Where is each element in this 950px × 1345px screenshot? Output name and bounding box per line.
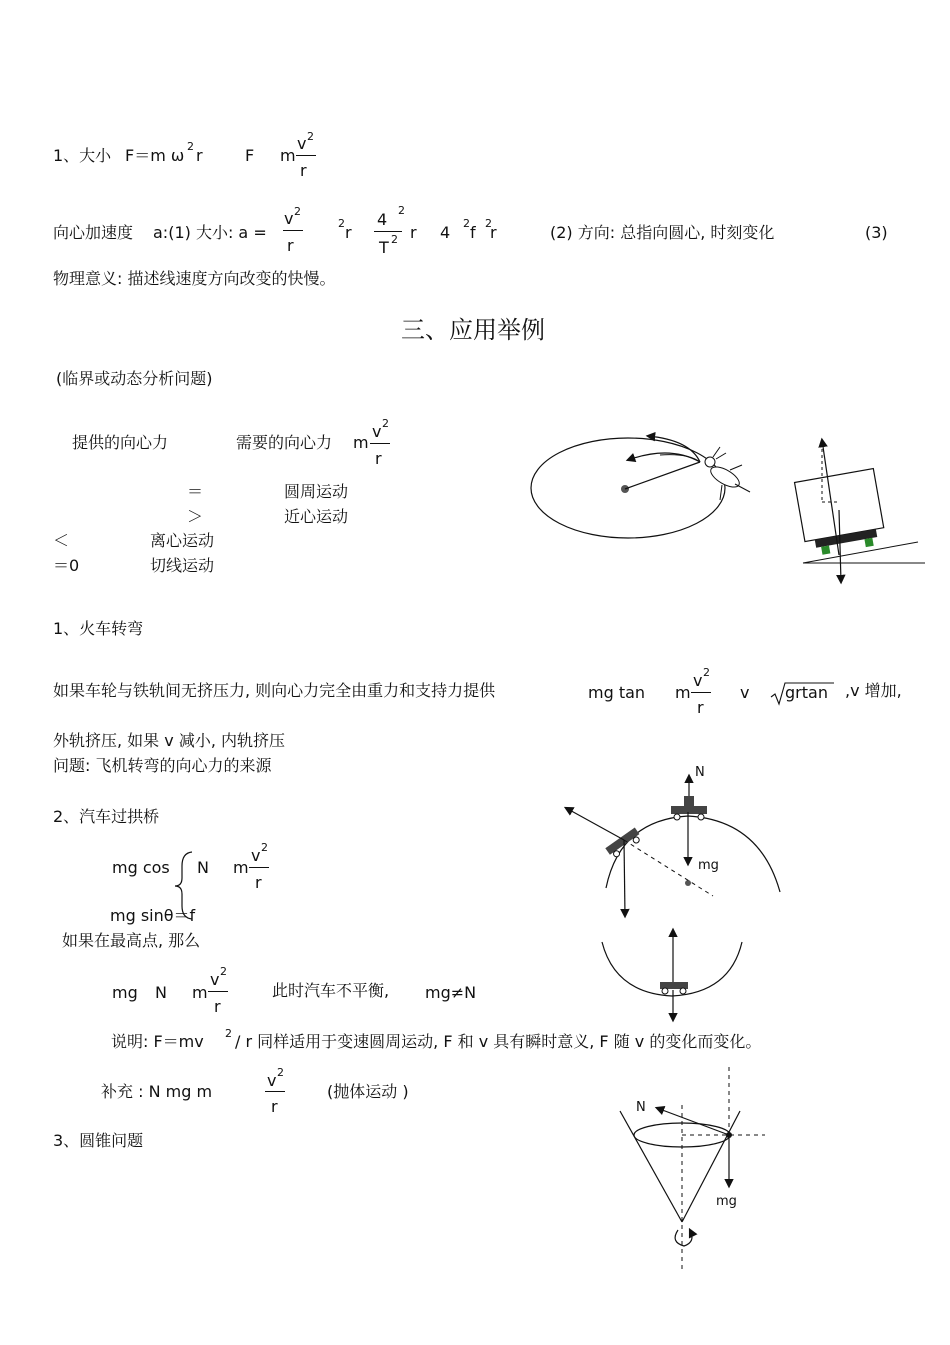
- mg-cos: mg cos: [112, 858, 170, 877]
- physical-meaning: 物理意义: 描述线速度方向改变的快慢。: [53, 269, 336, 288]
- train-bank-diagram: [795, 440, 925, 582]
- sqrt-content: grtan: [785, 683, 828, 702]
- radius-symbol: r: [196, 146, 203, 165]
- bridge-diagram: [566, 776, 780, 1020]
- train-paragraph: 如果车轮与铁轨间无挤压力, 则向心力完全由重力和支持力提供: [53, 681, 496, 700]
- velocity-symbol: v: [740, 683, 750, 702]
- mass-symbol: m: [280, 146, 296, 165]
- needed-force-label: 需要的向心力: [236, 433, 333, 452]
- cone-title: 3、圆锥问题: [53, 1131, 144, 1150]
- mg-not-equal-n: mg≠N: [425, 983, 477, 1002]
- mass-symbol: m: [233, 858, 249, 877]
- mg: mg: [112, 983, 138, 1002]
- relation-centrifugal: 离心运动: [150, 531, 215, 550]
- superscript: 2: [187, 140, 194, 153]
- velocity-numerator: v: [267, 1071, 277, 1090]
- radius-denominator: r: [375, 449, 382, 468]
- top-point-text: 如果在最高点, 那么: [62, 931, 201, 950]
- velocity-numerator: v: [251, 846, 261, 865]
- radius-denominator: r: [300, 161, 307, 180]
- superscript: 2: [220, 965, 227, 978]
- mass-symbol: m: [192, 983, 208, 1002]
- note-text: / r 同样适用于变速圆周运动, F 和 v 具有瞬时意义, F 随 v 的变化而变化。: [235, 1032, 762, 1051]
- radius-denominator: r: [271, 1097, 278, 1116]
- normal-symbol: N: [155, 983, 167, 1002]
- provided-force-label: 提供的向心力: [72, 433, 169, 452]
- radius-denominator: r: [214, 997, 221, 1016]
- brace-symbol: [175, 852, 192, 919]
- relation-symbol-greater: ＞: [187, 507, 204, 526]
- bridge-title: 2、汽车过拱桥: [53, 807, 160, 826]
- radius-symbol: r: [410, 223, 417, 242]
- superscript: 2: [485, 217, 492, 230]
- superscript: 2: [703, 666, 710, 679]
- frequency-symbol: f: [470, 223, 476, 242]
- superscript: 2: [463, 217, 470, 230]
- superscript: 2: [261, 841, 268, 854]
- mg-tan: mg tan: [588, 683, 646, 702]
- radius-symbol: r: [345, 223, 352, 242]
- mg-sin: mg sinθ＝f: [110, 906, 196, 925]
- velocity-numerator: v: [297, 134, 307, 153]
- relation-circular: 圆周运动: [284, 482, 349, 501]
- section-heading: 三、应用举例: [401, 316, 545, 344]
- relation-symbol-zero: ＝0: [53, 556, 80, 575]
- projectile-note: (抛体运动 ): [327, 1082, 409, 1101]
- size-label: 1、大小: [53, 146, 112, 165]
- relation-symbol-less: ＜: [53, 531, 70, 550]
- section-subtitle: (临界或动态分析问题): [56, 369, 213, 388]
- velocity-numerator: v: [372, 422, 382, 441]
- formula-m-omega: F＝m ω: [125, 146, 185, 165]
- item-three: (3): [865, 223, 888, 242]
- superscript: 2: [225, 1027, 232, 1040]
- superscript: 2: [391, 233, 398, 246]
- velocity-numerator: v: [693, 671, 703, 690]
- cone-diagram-mg-label: mg: [716, 1194, 737, 1209]
- four: 4: [440, 223, 451, 242]
- train-paragraph-2: 外轨挤压, 如果 v 减小, 内轨挤压: [53, 731, 285, 750]
- mass-symbol: m: [353, 433, 369, 452]
- velocity-numerator: v: [210, 970, 220, 989]
- superscript: 2: [294, 205, 301, 218]
- velocity-numerator: v: [284, 209, 294, 228]
- cone-diagram-n-label: N: [636, 1100, 646, 1115]
- normal-symbol: N: [197, 858, 209, 877]
- airplane-question: 问题: 飞机转弯的向心力的来源: [53, 756, 272, 775]
- radius-symbol: r: [490, 223, 497, 242]
- train-title: 1、火车转弯: [53, 619, 144, 638]
- cone-diagram: [620, 1067, 765, 1272]
- radius-denominator: r: [287, 236, 294, 255]
- four-numerator: 4: [377, 210, 388, 229]
- radius-denominator: r: [697, 698, 704, 717]
- period-denominator: T: [379, 238, 389, 257]
- bridge-diagram-n-label: N: [695, 765, 705, 780]
- note-prefix: 说明: F＝mv: [111, 1032, 204, 1051]
- force-symbol: F: [245, 146, 255, 165]
- direction-text: (2) 方向: 总指向圆心, 时刻变化: [550, 223, 775, 242]
- superscript: 2: [277, 1066, 284, 1079]
- superscript: 2: [398, 204, 405, 217]
- centrifugal-diagram: [531, 436, 750, 538]
- relation-tangent: 切线运动: [150, 556, 215, 575]
- superscript: 2: [338, 217, 345, 230]
- radius-denominator: r: [255, 873, 262, 892]
- superscript: 2: [307, 130, 314, 143]
- unbalanced-text: 此时汽车不平衡,: [272, 981, 390, 1000]
- superscript: 2: [382, 417, 389, 430]
- relation-centripetal: 近心运动: [284, 507, 349, 526]
- sqrt-sign: [771, 683, 834, 704]
- supplement-formula: 补充 : N mg m: [101, 1082, 213, 1101]
- mass-symbol: m: [675, 683, 691, 702]
- train-tail: ,v 增加,: [845, 681, 902, 700]
- accel-size: a:(1) 大小: a =: [153, 223, 267, 242]
- bridge-diagram-mg-label: mg: [698, 858, 719, 873]
- relation-symbol-equal: ＝: [187, 482, 204, 501]
- accel-label: 向心加速度: [53, 223, 134, 242]
